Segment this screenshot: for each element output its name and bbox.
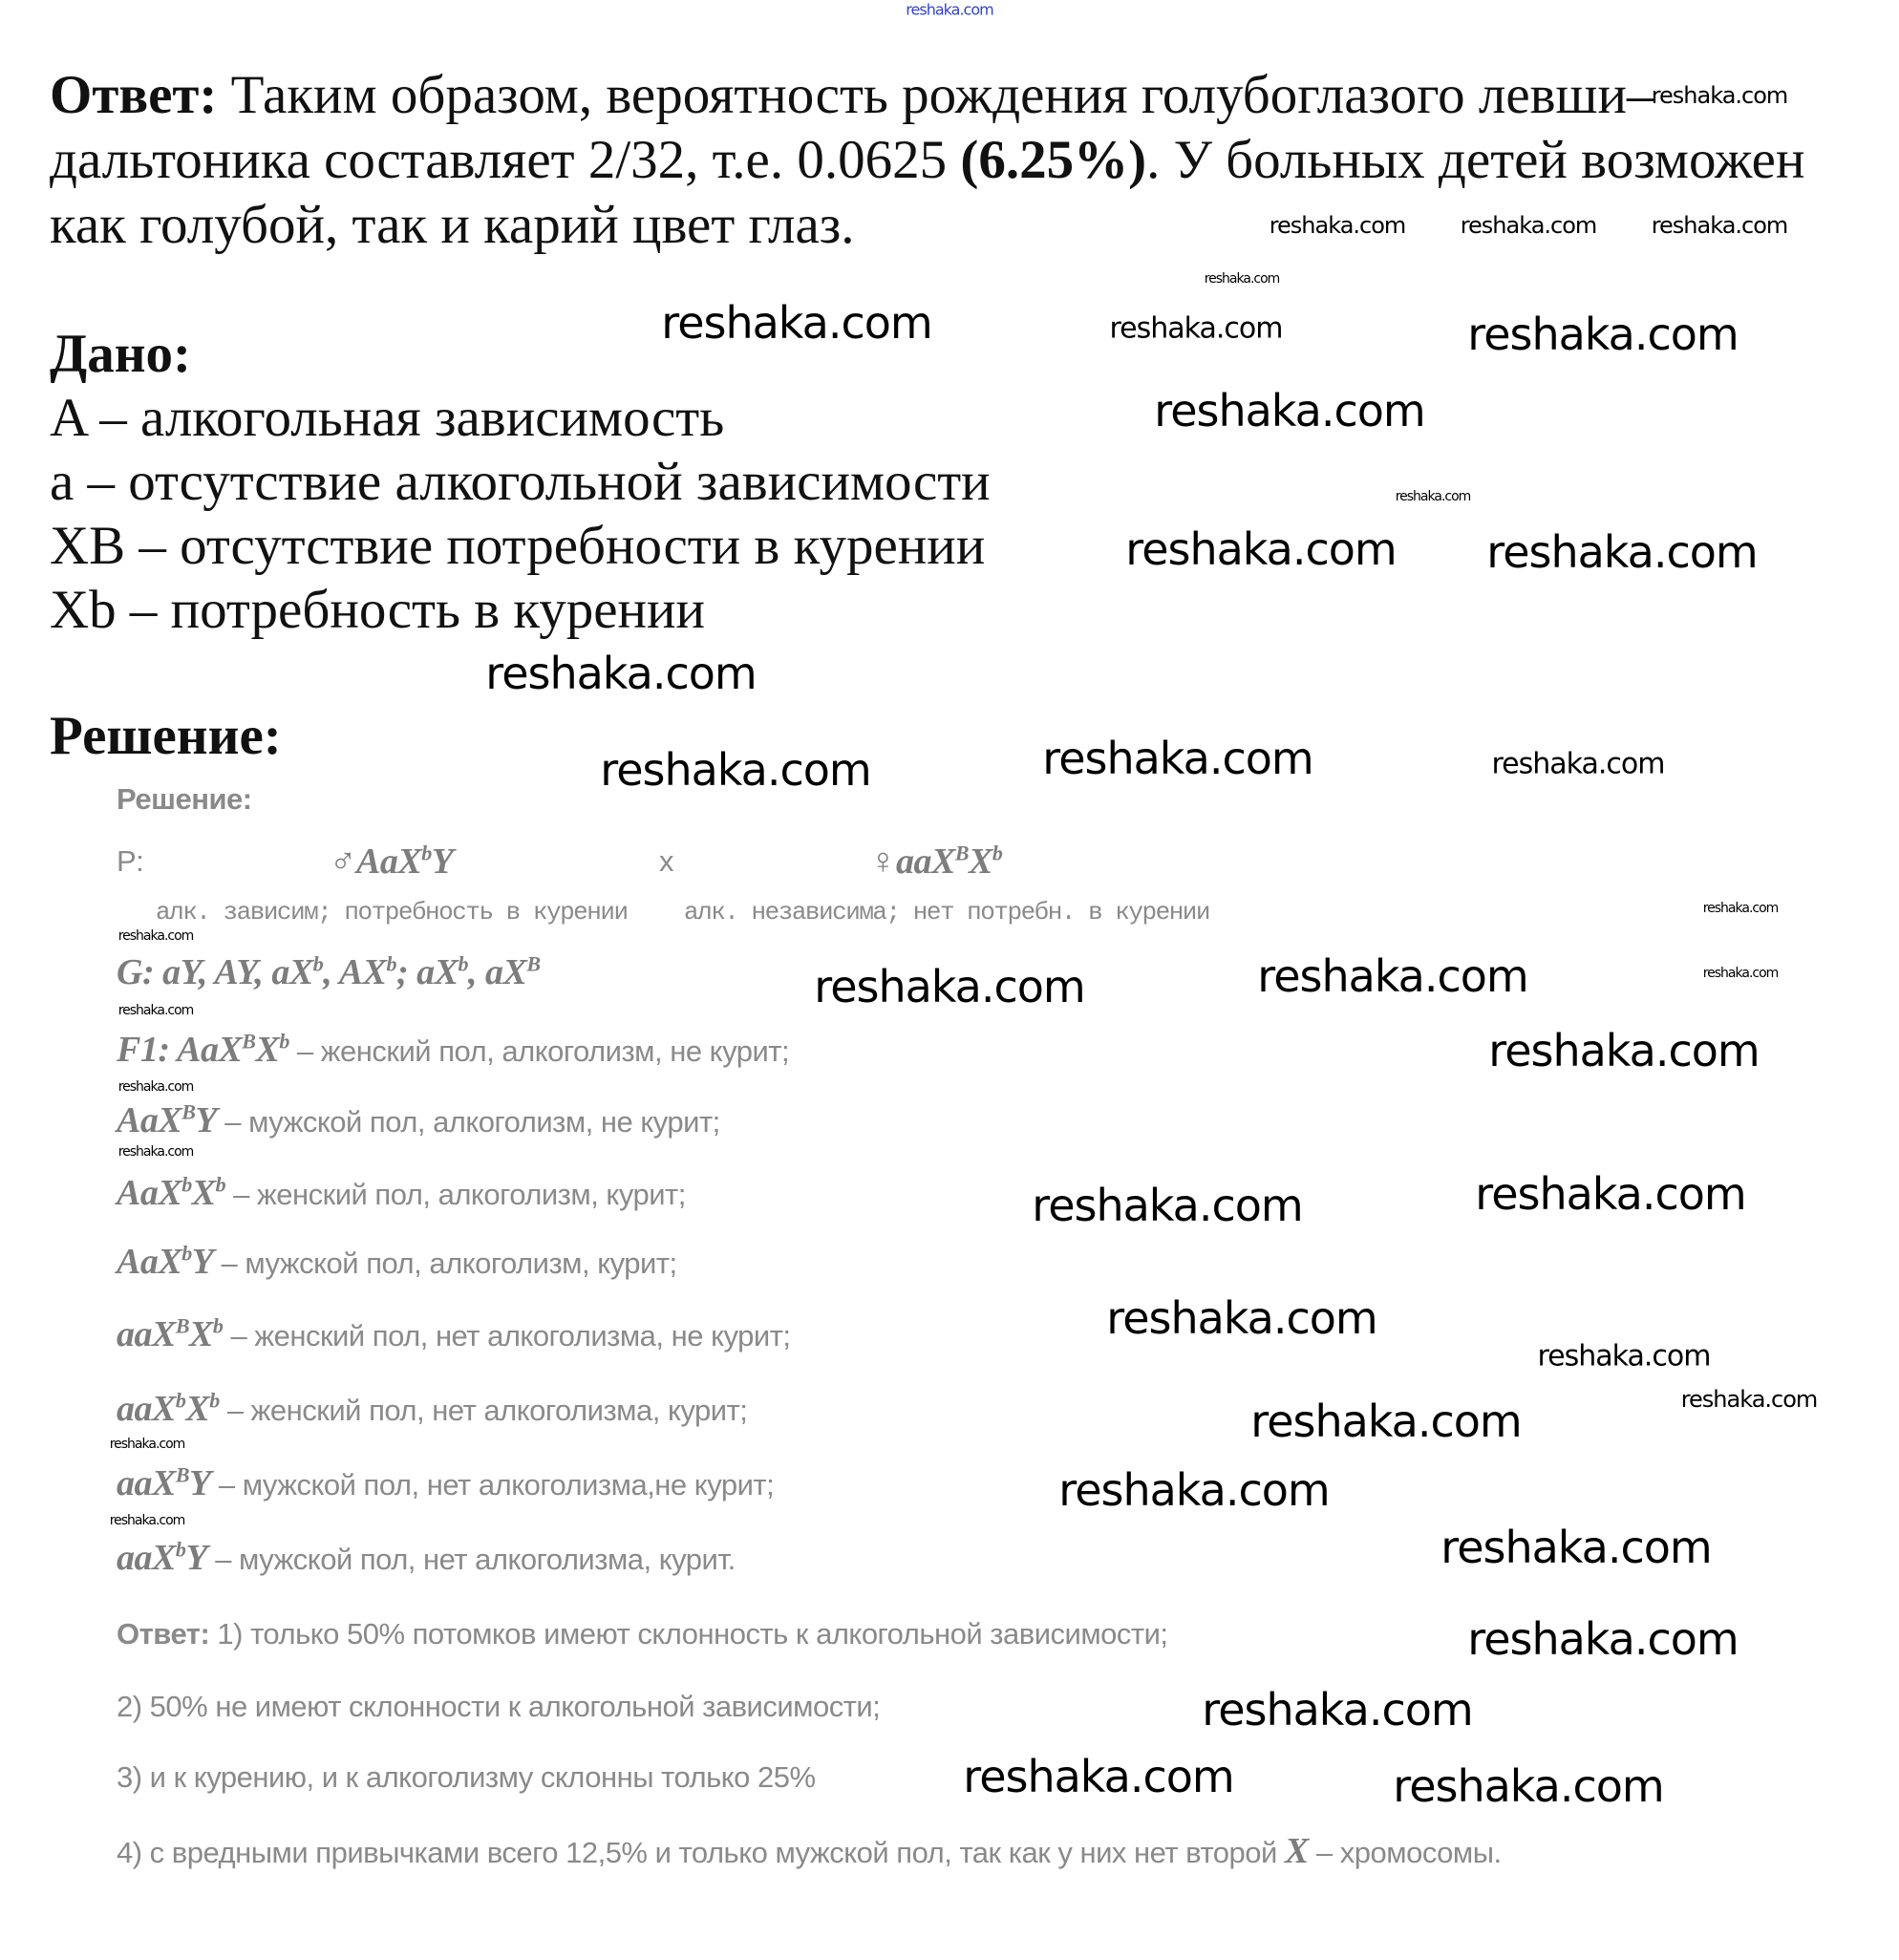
genotype: ♂AaX$^b$Y [330, 841, 454, 882]
given-item: Xb – потребность в курении [50, 580, 706, 640]
answer-label: Ответ: [50, 65, 218, 125]
offspring-row [117, 1313, 791, 1355]
genotype: $♀aaX^BX^b$ [869, 841, 1003, 882]
male-parent [330, 841, 453, 883]
offspring-description: – женский пол, алкоголизм, курит; [225, 1178, 686, 1211]
watermark: reshaka.com [109, 1513, 185, 1528]
offspring-row [117, 1241, 677, 1283]
watermark: reshaka.com [1204, 271, 1280, 287]
watermark: reshaka.com [1154, 385, 1425, 437]
gametes [117, 951, 541, 993]
watermark: reshaka.com [1537, 1339, 1711, 1374]
offspring-row [117, 1029, 789, 1071]
genotype: $AaX^BX^b$ [177, 1029, 289, 1070]
watermark: reshaka.com [1680, 1386, 1818, 1413]
watermark: reshaka.com [1467, 309, 1739, 360]
watermark: reshaka.com [117, 1144, 194, 1160]
image-answer-3: 3) и к курению, и к алкоголизму склонны только 25% [117, 1760, 816, 1794]
watermark: reshaka.com [1702, 966, 1779, 981]
image-title: Решение: [117, 782, 252, 816]
female-parent [869, 841, 1002, 883]
watermark: reshaka.com [1058, 1464, 1330, 1516]
watermark: reshaka.com [1440, 1522, 1712, 1573]
offspring-row [117, 1388, 747, 1430]
genotype: $aaX^bX^b$ [117, 1388, 220, 1429]
watermark: reshaka.com [485, 648, 757, 699]
watermark: reshaka.com [1269, 212, 1406, 239]
genotype: $aaX^BX^b$ [117, 1313, 224, 1354]
watermark: reshaka.com [117, 1003, 194, 1018]
watermark: reshaka.com [1250, 1395, 1522, 1447]
watermark: reshaka.com [1651, 212, 1788, 239]
watermark: reshaka.com [1475, 1168, 1746, 1220]
watermark: reshaka.com [1702, 901, 1779, 916]
watermark: reshaka.com [1395, 489, 1471, 504]
offspring-row [117, 1172, 686, 1214]
answer-percent: (6.25%) [960, 130, 1147, 190]
genotype: AaX$^b$Y [117, 1241, 214, 1282]
watermark: reshaka.com [1491, 747, 1665, 781]
watermark: reshaka.com [1202, 1684, 1473, 1736]
watermark: reshaka.com [906, 0, 993, 19]
genotype: X [1284, 1831, 1309, 1871]
offspring-row [117, 1537, 736, 1579]
watermark: reshaka.com [117, 1079, 194, 1095]
offspring-row [117, 1462, 774, 1504]
watermark: reshaka.com [1125, 523, 1397, 575]
watermark: reshaka.com [1486, 526, 1758, 578]
watermark: reshaka.com [109, 1437, 185, 1452]
watermark: reshaka.com [1460, 212, 1597, 239]
answer-text-end: . У больных детей возможен как голубой, так и карий цвет глаз. [50, 130, 1805, 255]
given-item: A – алкогольная зависимость [50, 388, 725, 448]
genotype: AaX$^B$Y [117, 1099, 218, 1140]
offspring-description: – мужской пол, нет алкоголизма,не курит; [210, 1468, 775, 1502]
watermark: reshaka.com [117, 928, 194, 944]
image-answer-4: 4) с вредными привычками всего 12,5% и только мужской пол, так как у них нет второй X – хромосомы. [117, 1831, 1502, 1871]
watermark: reshaka.com [1393, 1760, 1664, 1812]
watermark: reshaka.com [1467, 1613, 1739, 1665]
offspring-description: – женский пол, нет алкоголизма, не курит; [223, 1319, 791, 1353]
watermark: reshaka.com [1106, 1292, 1377, 1344]
genotype: $AaX^bX^b$ [117, 1172, 226, 1213]
genotype: aaX$^B$Y [117, 1462, 211, 1503]
parents-label: P: [117, 844, 144, 878]
answer-text: Таким образом, вероятность рождения голубоглазого левши–дальтоника составляет 2/32, т.е. 0.0625 [50, 65, 1654, 190]
male-description: алк. зависим; потребность в курении [156, 898, 628, 927]
image-answer-1: Ответ: 1) только 50% потомков имеют склонность к алкогольной зависимости; [117, 1617, 1168, 1651]
watermark: reshaka.com [1488, 1025, 1760, 1076]
watermark: reshaka.com [963, 1751, 1234, 1802]
cross-sign: x [659, 844, 673, 878]
watermark: reshaka.com [661, 297, 932, 349]
given-item: XB – отсутствие потребности в курении [50, 516, 986, 576]
offspring-description: – мужской пол, алкоголизм, курит; [213, 1246, 677, 1280]
genotype: F1: [117, 1030, 178, 1070]
watermark: reshaka.com [600, 744, 871, 796]
watermark: reshaka.com [1032, 1180, 1303, 1231]
offspring-description: – женский пол, алкоголизм, не курит; [288, 1034, 790, 1068]
genotype: aaX$^b$Y [117, 1537, 208, 1578]
offspring-description: – женский пол, нет алкоголизма, курит; [219, 1394, 748, 1427]
watermark: reshaka.com [1042, 733, 1313, 784]
image-answer-2: 2) 50% не имеют склонности к алкогольной зависимости; [117, 1690, 881, 1723]
genotype: G: aY, AY, $aX^b$, $AX^b$; $aX^b$, $aX^B$ [117, 951, 541, 992]
given-title: Дано: [50, 324, 192, 384]
watermark: reshaka.com [1109, 311, 1283, 346]
offspring-row [117, 1099, 720, 1141]
solution-title: Решение: [50, 706, 282, 766]
female-description: алк. независима; нет потребн. в курении [684, 898, 1209, 927]
watermark: reshaka.com [1651, 82, 1788, 109]
watermark: reshaka.com [1257, 950, 1528, 1002]
given-item: a – отсутствие алкогольной зависимости [50, 452, 991, 512]
offspring-description: – мужской пол, алкоголизм, не курит; [217, 1105, 720, 1139]
offspring-description: – мужской пол, нет алкоголизма, курит. [207, 1543, 736, 1576]
watermark: reshaka.com [814, 961, 1085, 1012]
